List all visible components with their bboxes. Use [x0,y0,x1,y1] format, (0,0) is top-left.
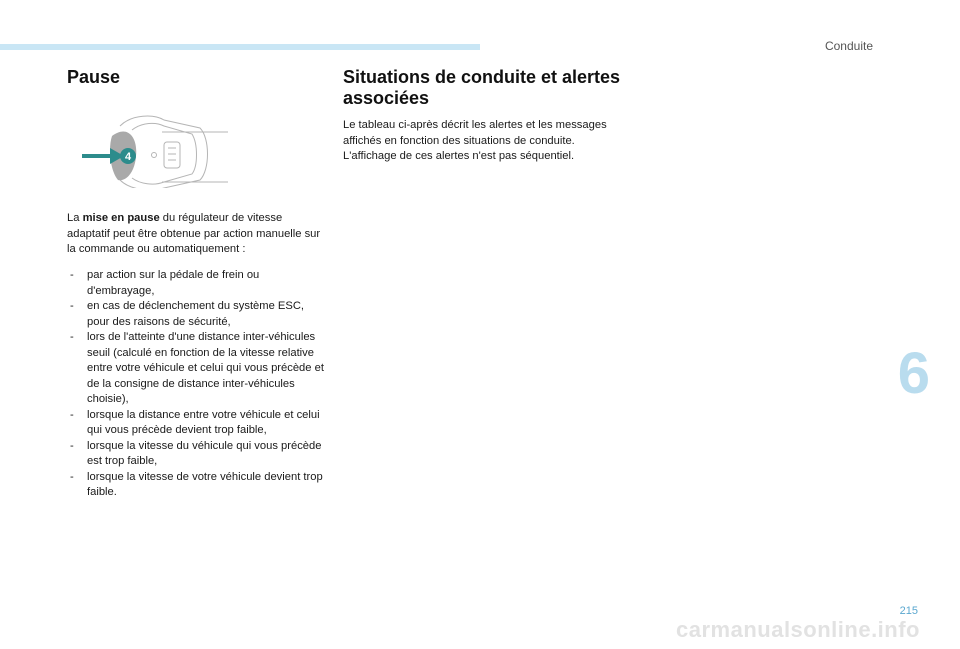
right-paragraph [343,118,613,165]
right-heading: Situations de conduite et alertes associées [343,67,621,108]
list-item: - lorsque la distance entre votre véhicule et celui qui vous précède devient trop faible, [70,408,320,436]
header-accent-bar [0,44,480,50]
list-item: - lors de l'atteinte d'une distance inter-véhicules seuil (calculé en fonction de la vitesse relative entre votre véhicule et celui qui vous précède et de la consigne de distance inter-véhicules choisie), [70,331,324,405]
list-item: - lorsque la vitesse du véhicule qui vous précède est trop faible, [70,439,322,467]
stalk-roller [164,142,180,168]
list-item: - en cas de déclenchement du système ESC, pour des raisons de sécurité, [70,300,305,328]
chapter-number: 6 [897,341,930,406]
intro-bold-term: mise en pause [82,212,160,224]
list-item: - lorsque la vitesse de votre véhicule devient trop faible. [70,470,323,498]
watermark: carmanualsonline.info [676,617,920,642]
list-item: - par action sur la pédale de frein ou d'embrayage, [70,269,260,297]
right-paragraph-line1: Le tableau ci-après décrit les alertes et les messages affichés en fonction des situations de conduite. [343,119,607,147]
intro-paragraph: La mise en pause du régulateur de vitesse adaptatif peut être obtenue par action manuelle sur la commande ou automatiquement : [67,212,321,255]
left-heading: Pause [67,67,121,87]
section-title: Conduite [824,39,873,53]
cruise-control-stalk-illustration [80,108,230,188]
right-paragraph-line2: L'affichage de ces alertes n'est pas séquentiel. [343,150,575,162]
pause-conditions-list [67,268,329,501]
stalk-marker [152,153,157,158]
callout-number: 4 [124,151,132,163]
page-number: 215 [899,605,918,617]
